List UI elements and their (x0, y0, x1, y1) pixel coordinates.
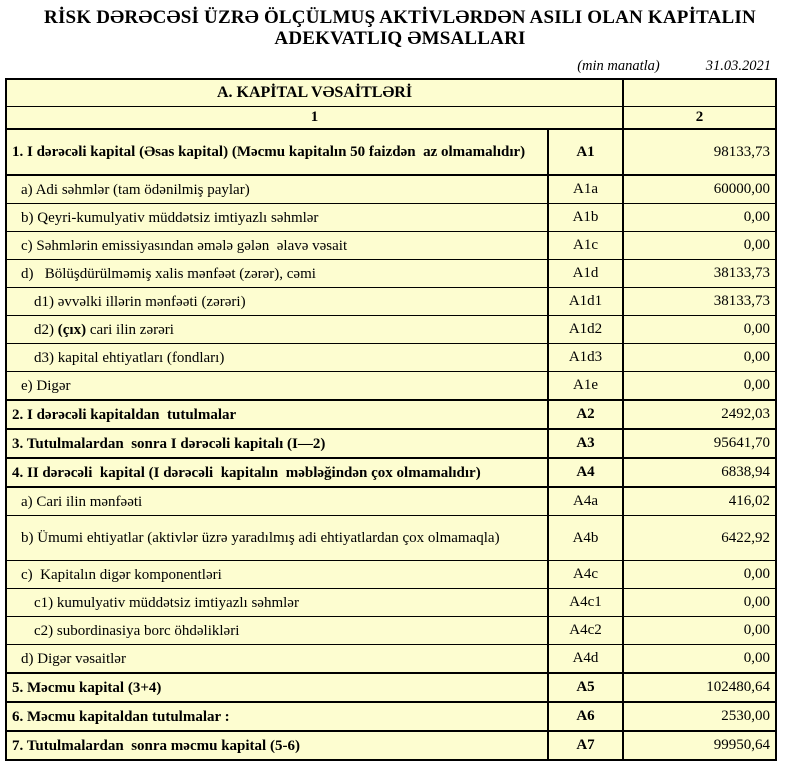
section-title-cell: A. KAPİTAL VƏSAİTLƏRİ (6, 79, 623, 107)
row-code-cell: A1d2 (548, 316, 623, 344)
row-value-cell: 0,00 (623, 232, 776, 260)
row-value-cell: 99950,64 (623, 731, 776, 760)
row-code-cell: A6 (548, 702, 623, 731)
row-label-cell (6, 589, 548, 617)
table-row (6, 129, 776, 175)
table-row (6, 204, 776, 232)
row-code-cell: A4c1 (548, 589, 623, 617)
row-label-segment: b) Ümumi ehtiyatlar (aktivlər üzrə yaradılmış adi ehtiyatlardan çox olmamaqla) (21, 530, 500, 546)
row-label-segment: 1. I dərəcəli kapital (12, 144, 136, 160)
row-label-segment: a) Adi səhmlər (tam ödənilmiş paylar) (21, 181, 250, 198)
row-value-cell: 102480,64 (623, 673, 776, 702)
row-label-cell (6, 645, 548, 674)
row-label-cell (6, 400, 548, 429)
column-header-2: 2 (623, 107, 776, 130)
row-label-cell (6, 673, 548, 702)
row-label-cell (6, 344, 548, 372)
row-value-cell: 0,00 (623, 589, 776, 617)
row-label-cell (6, 458, 548, 487)
row-label-segment: d2) (34, 321, 58, 338)
row-code-cell: A1d1 (548, 288, 623, 316)
row-code-cell: A5 (548, 673, 623, 702)
row-code-cell: A1 (548, 129, 623, 175)
table-row (6, 487, 776, 516)
table-row (6, 372, 776, 401)
row-value-cell: 416,02 (623, 487, 776, 516)
row-code-cell: A1a (548, 175, 623, 204)
row-value-cell: 2530,00 (623, 702, 776, 731)
report-title-line1: RİSK DƏRƏCƏSİ ÜZRƏ ÖLÇÜLMUŞ AKTİVLƏRDƏN ASILI OLAN KAPİTALIN (44, 7, 756, 28)
table-row (6, 673, 776, 702)
row-label-segment: 6. Məcmu kapitaldan tutulmalar : (12, 708, 230, 725)
row-label-cell (6, 204, 548, 232)
column-header-1: 1 (6, 107, 623, 130)
row-value-cell: 38133,73 (623, 260, 776, 288)
row-label-segment: 3. Tutulmalardan sonra I dərəcəli kapitalı (I—2) (12, 435, 326, 452)
row-label-segment: e) Digər (21, 377, 71, 394)
table-row (6, 516, 776, 561)
row-label-segment: b) Qeyri-kumulyativ müddətsiz imtiyazlı səhmlər (21, 209, 319, 226)
table-row (6, 232, 776, 260)
column-number-row (6, 107, 776, 130)
report-title-line2: ADEKVATLIQ ƏMSALLARI (274, 28, 526, 49)
row-label-segment: 2. I dərəcəli kapitaldan tutulmalar (12, 406, 237, 423)
row-label-segment: a) Cari ilin mənfəəti (21, 493, 143, 510)
row-code-cell: A4c2 (548, 617, 623, 645)
row-code-cell: A3 (548, 429, 623, 458)
row-value-cell: 6838,94 (623, 458, 776, 487)
row-label-segment: cari ilin zərəri (86, 321, 174, 338)
row-value-cell: 6422,92 (623, 516, 776, 561)
row-label-cell (6, 516, 548, 561)
row-value-cell: 2492,03 (623, 400, 776, 429)
row-label-segment: c) Səhmlərin emissiyasından əmələ gələn əlavə vəsait (21, 237, 348, 254)
row-code-cell: A4b (548, 516, 623, 561)
table-row (6, 589, 776, 617)
row-label-cell (6, 260, 548, 288)
table-row (6, 458, 776, 487)
row-label-cell (6, 175, 548, 204)
row-label-segment: (çıx) (57, 321, 87, 338)
row-code-cell: A1e (548, 372, 623, 401)
row-value-cell: 98133,73 (623, 129, 776, 175)
row-label-segment: d) Digər vəsaitlər (21, 650, 126, 667)
row-value-cell: 60000,00 (623, 175, 776, 204)
row-label-cell (6, 429, 548, 458)
table-row (6, 429, 776, 458)
row-label-segment: 5. Məcmu kapital (3+4) (12, 679, 162, 696)
table-section-header-row (6, 79, 776, 107)
table-row (6, 561, 776, 589)
row-code-cell: A4 (548, 458, 623, 487)
row-value-cell: 95641,70 (623, 429, 776, 458)
row-code-cell: A2 (548, 400, 623, 429)
table-row (6, 175, 776, 204)
table-row (6, 731, 776, 760)
unit-note: (min manatla) (577, 58, 660, 74)
row-label-cell (6, 288, 548, 316)
table-row (6, 645, 776, 674)
row-label-cell (6, 372, 548, 401)
row-code-cell: A4d (548, 645, 623, 674)
row-label-segment: c2) subordinasiya borc öhdəlikləri (34, 622, 240, 639)
row-value-cell: 0,00 (623, 372, 776, 401)
row-label-cell (6, 731, 548, 760)
table-row (6, 316, 776, 344)
row-value-cell: 0,00 (623, 316, 776, 344)
row-value-cell: 38133,73 (623, 288, 776, 316)
row-label-segment: 4. II dərəcəli kapital (12, 464, 145, 481)
row-label-segment: (I dərəcəli kapitalın məbləğindən çox olmamalıdır) (144, 464, 481, 481)
row-label-cell (6, 232, 548, 260)
row-value-cell: 0,00 (623, 561, 776, 589)
row-value-cell: 0,00 (623, 645, 776, 674)
row-value-cell: 0,00 (623, 617, 776, 645)
note-line (5, 58, 775, 75)
row-code-cell: A4a (548, 487, 623, 516)
report-title (12, 7, 788, 49)
table-row (6, 400, 776, 429)
table-row (6, 344, 776, 372)
row-label-segment: d3) kapital ehtiyatları (fondları) (34, 349, 225, 366)
section-header-empty-cell (623, 79, 776, 107)
row-label-cell (6, 561, 548, 589)
row-code-cell: A1d (548, 260, 623, 288)
table-row (6, 617, 776, 645)
row-code-cell: A7 (548, 731, 623, 760)
table-row (6, 260, 776, 288)
row-value-cell: 0,00 (623, 344, 776, 372)
row-label-segment: 7. Tutulmalardan sonra məcmu kapital (5-6) (12, 737, 300, 754)
capital-table-body (6, 129, 776, 760)
row-label-segment: d) Bölüşdürülməmiş xalis mənfəət (zərər), cəmi (21, 265, 316, 282)
row-value-cell: 0,00 (623, 204, 776, 232)
row-label-cell (6, 702, 548, 731)
row-label-cell (6, 129, 548, 175)
row-label-cell (6, 316, 548, 344)
capital-table (5, 78, 777, 761)
row-label-segment: c1) kumulyativ müddətsiz imtiyazlı səhmlər (34, 594, 299, 611)
row-code-cell: A1b (548, 204, 623, 232)
table-row (6, 288, 776, 316)
row-code-cell: A4c (548, 561, 623, 589)
table-row (6, 702, 776, 731)
row-label-segment: d1) əvvəlki illərin mənfəəti (zərəri) (34, 293, 246, 310)
row-code-cell: A1d3 (548, 344, 623, 372)
row-code-cell: A1c (548, 232, 623, 260)
row-label-cell (6, 617, 548, 645)
row-label-segment: (Əsas kapital) (Məcmu kapitalın 50 faizdən az olmamalıdır) (135, 144, 526, 160)
row-label-segment: c) Kapitalın digər komponentləri (21, 566, 222, 583)
report-date: 31.03.2021 (705, 58, 771, 74)
row-label-cell (6, 487, 548, 516)
